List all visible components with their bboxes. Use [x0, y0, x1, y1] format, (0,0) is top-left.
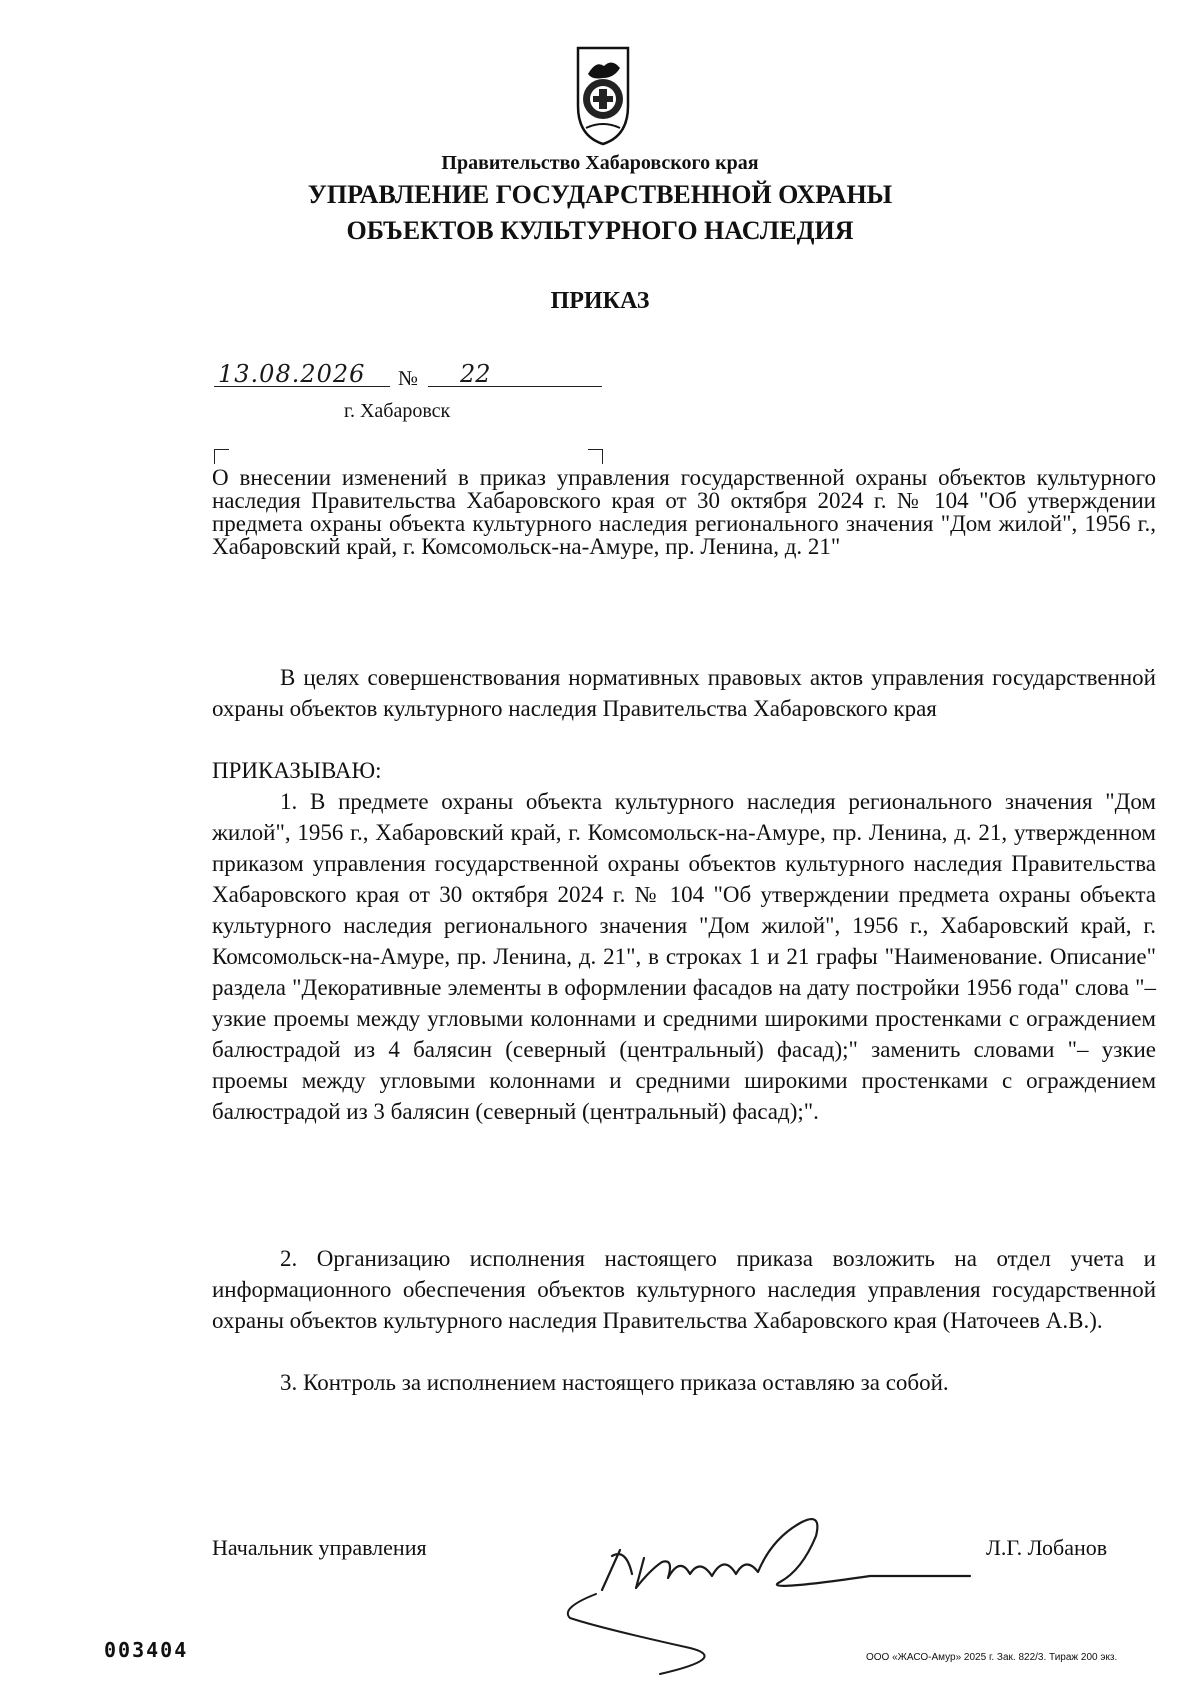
city: г. Хабаровск	[344, 400, 451, 422]
order-item-2: 2. Организацию исполнения настоящего приказа возложить на отдел учета и информационного обеспечения объектов культурного наследия управления государственной охраны объектов культурного наследия Правительства Хабаровского края (Наточеев А.В.).	[212, 1246, 1156, 1333]
number-underline	[428, 386, 602, 387]
title-corner-left	[214, 449, 229, 464]
signer-position: Начальник управления	[212, 1535, 427, 1560]
order-item-1: 1. В предмете охраны объекта культурного наследия регионального значения "Дом жилой", 1956 г., Хабаровский край, г. Комсомольск-на-Амуре, пр. Ленина, д. 21, утвержденном приказом управления государственной охраны объектов культурного наследия Правительства Хабаровского края от 30 октября 2024 г. № 104 "Об утверждении предмета охраны объекта культурного наследия регионального значения "Дом жилой", 1956 г., Хабаровский край, г. Комсомольск-на-Амуре, пр. Ленина, д. 21", в строках 1 и 21 графы "Наименование. Описание" раздела "Декоративные элементы в оформлении фасадов на дату постройки 1956 года" слова "– узкие проемы между угловыми колоннами и средними широкими простенками с ограждением балюстрадой из 4 балясин (северный (центральный) фасад);" заменить словами "– узкие проемы между угловыми колоннами и средними широкими простенками с ограждением балюстрадой из 3 балясин (северный (центральный) фасад);".	[212, 789, 1156, 1124]
preamble-paragraph: В целях совершенствования нормативных правовых актов управления государственной охраны объектов культурного наследия Правительства Хабаровского края	[212, 665, 1156, 721]
government-name: Правительство Хабаровского края	[441, 152, 759, 174]
order-date: 13.08.2026	[218, 360, 366, 388]
printer-imprint: ООО «ЖАСО-Амур» 2025 г. Зак. 822/3. Тираж 200 экз.	[866, 1652, 1118, 1663]
signer-name: Л.Г. Лобанов	[986, 1535, 1108, 1560]
document-title: О внесении изменений в приказ управления государственной охраны объектов культурного наследия Правительства Хабаровского края от 30 октября 2024 г. № 104 "Об утверждении предмета охраны объекта культурного наследия регионального значения "Дом жилой", 1956 г., Хабаровский край, г. Комсомольск-на-Амуре, пр. Ленина, д. 21"	[212, 465, 1156, 559]
order-item-3: 3. Контроль за исполнением настоящего приказа оставляю за собой.	[280, 1370, 949, 1395]
coat-of-arms-emblem	[568, 44, 638, 148]
number-sign: №	[398, 366, 419, 390]
handwritten-signature	[540, 1478, 980, 1678]
form-serial-number: 003404	[104, 1638, 189, 1662]
document-type-heading: ПРИКАЗ	[550, 288, 650, 314]
order-word: ПРИКАЗЫВАЮ:	[212, 758, 382, 783]
department-name-line-2: ОБЪЕКТОВ КУЛЬТУРНОГО НАСЛЕДИЯ	[346, 216, 854, 245]
department-name-line-1: УПРАВЛЕНИЕ ГОСУДАРСТВЕННОЙ ОХРАНЫ	[307, 180, 893, 209]
order-number: 22	[460, 360, 491, 388]
title-corner-right	[588, 449, 603, 464]
